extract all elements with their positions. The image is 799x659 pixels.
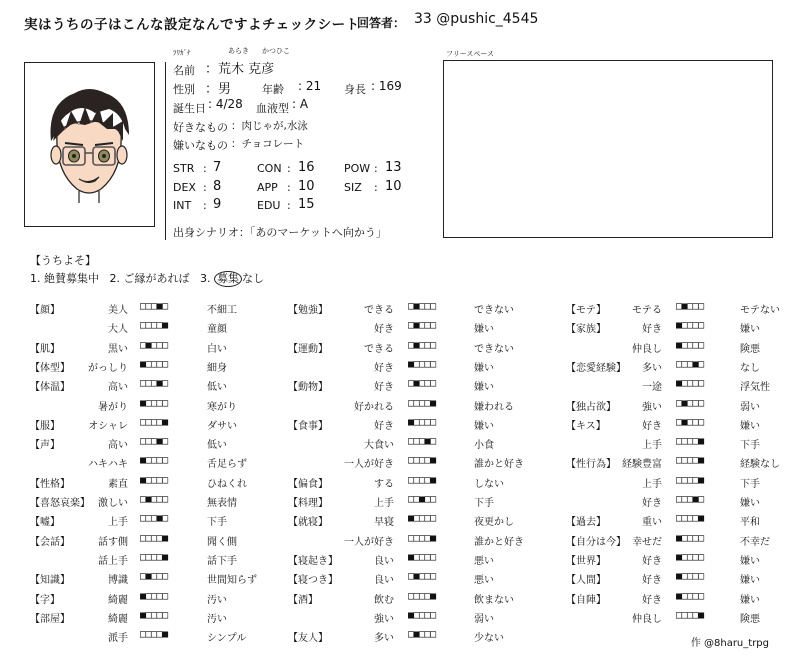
- checklist-left-label: 一人が好き: [344, 537, 394, 548]
- checklist-right-label: なし: [740, 363, 760, 374]
- age-value: 21: [305, 79, 322, 93]
- checklist-left-label: 好き: [374, 363, 394, 374]
- checklist-right-label: 平和: [740, 517, 760, 528]
- checklist-scale[interactable]: ■□□□□: [408, 359, 436, 370]
- checklist-left-label: 素直: [108, 479, 128, 490]
- respondent-value: 33 @pushic_4545: [414, 11, 539, 27]
- height-label: 身長: [344, 83, 366, 96]
- stat-colon: :: [374, 181, 378, 194]
- checklist-left-label: 好き: [642, 421, 662, 432]
- checklist-right-label: 汚い: [207, 614, 227, 625]
- stat-value-str: 7: [213, 160, 222, 175]
- checklist-right-label: シンプル: [207, 633, 247, 644]
- checklist-left-label: 綺麗: [108, 595, 128, 606]
- stat-colon: :: [287, 199, 291, 212]
- checklist-scale[interactable]: □□□□■: [408, 591, 436, 602]
- checklist-scale[interactable]: □□□■□: [140, 436, 168, 447]
- checklist-right-label: 経験なし: [740, 459, 780, 470]
- age-label: 年齢: [262, 83, 284, 96]
- checklist-category: 【世界】: [566, 556, 606, 567]
- checklist-category: 【自陣】: [566, 595, 606, 606]
- checklist-scale[interactable]: ■□□□□: [676, 552, 704, 563]
- stat-colon: :: [203, 199, 207, 212]
- checklist-right-label: 嫌い: [740, 595, 760, 606]
- checklist-right-label: 童顔: [207, 324, 227, 335]
- stat-colon: :: [203, 162, 207, 175]
- checklist-left-label: ハキハキ: [88, 459, 128, 470]
- checklist-left-label: できる: [364, 305, 394, 316]
- checklist-left-label: 上手: [642, 479, 662, 490]
- request-option-1: 1. 絶賛募集中: [30, 272, 99, 285]
- checklist-left-label: 一途: [642, 382, 662, 393]
- checklist-right-label: 嫌われる: [474, 402, 514, 413]
- checklist-category: 【キス】: [566, 421, 606, 432]
- checklist-right-label: 不細工: [207, 305, 237, 316]
- checklist-right-label: 悪い: [474, 575, 494, 586]
- checklist-scale[interactable]: ■□□□□: [676, 533, 704, 544]
- profile-divider: [165, 62, 166, 240]
- character-portrait: [25, 63, 153, 225]
- request-options: [30, 270, 264, 287]
- checklist-left-label: 上手: [642, 440, 662, 451]
- checklist-scale[interactable]: ■□□□□: [140, 475, 168, 486]
- checklist-category: 【服】: [30, 421, 60, 432]
- scenario-value: 「あのマーケットへ向かう」: [249, 226, 387, 239]
- checklist-left-label: 強い: [374, 614, 394, 625]
- blood-value: A: [299, 97, 309, 111]
- checklist-right-label: 細身: [207, 363, 227, 374]
- checklist-left-label: 黒い: [108, 344, 128, 355]
- checklist-scale[interactable]: ■□□□□: [408, 552, 436, 563]
- checklist-right-label: 寒がり: [207, 402, 237, 413]
- free-space-box: [443, 60, 773, 238]
- stat-label-dex: DEX: [173, 181, 196, 194]
- request-option-2: 2. ご縁があれば: [109, 272, 190, 285]
- checklist-scale[interactable]: □□□□■: [140, 552, 168, 563]
- checklist-right-label: 険悪: [740, 344, 760, 355]
- checklist-scale[interactable]: □□□■□: [676, 494, 704, 505]
- checklist-scale[interactable]: □■□□□: [408, 571, 436, 582]
- checklist-right-label: 嫌い: [474, 382, 494, 393]
- checklist-right-label: できない: [474, 305, 514, 316]
- stat-colon: :: [287, 162, 291, 175]
- checklist-left-label: 話上手: [98, 556, 128, 567]
- checklist-left-label: 暑がり: [98, 402, 128, 413]
- author-credit: 作 @8haru_trpg: [690, 638, 769, 649]
- height-value: 169: [378, 79, 402, 93]
- checklist-right-label: 聞く側: [207, 537, 237, 548]
- checklist-scale[interactable]: ■□□□□: [676, 320, 704, 331]
- stat-label-int: INT: [173, 199, 192, 212]
- stat-colon: :: [203, 181, 207, 194]
- checklist-scale[interactable]: □■□□□: [676, 398, 704, 409]
- stat-colon: :: [374, 162, 378, 175]
- checklist-right-label: 嫌い: [740, 575, 760, 586]
- checklist-scale[interactable]: □□□■□: [408, 436, 436, 447]
- checklist-right-label: 悪い: [474, 556, 494, 567]
- checklist-left-label: 激しい: [98, 498, 128, 509]
- checklist-scale[interactable]: ■□□□□: [140, 591, 168, 602]
- checklist-left-label: 綺麗: [108, 614, 128, 625]
- checklist-scale[interactable]: ■□□□□: [676, 340, 704, 351]
- checklist-scale[interactable]: □□□■□: [140, 301, 168, 312]
- checklist-left-label: 重い: [642, 517, 662, 528]
- checklist-category: 【家族】: [566, 324, 606, 335]
- stat-value-pow: 13: [385, 160, 402, 175]
- checklist-category: 【自分は今】: [566, 537, 626, 548]
- checklist-left-label: モテる: [632, 305, 662, 316]
- checklist-left-label: 好き: [642, 324, 662, 335]
- checklist-left-label: 好き: [374, 421, 394, 432]
- name-value: 荒木 克彦: [218, 62, 275, 77]
- request-option-3-circled: 募集: [214, 271, 242, 287]
- checklist-category: 【知識】: [30, 575, 70, 586]
- dislikes-label: 嫌いなもの: [173, 139, 228, 152]
- checklist-left-label: 一人が好き: [344, 459, 394, 470]
- checklist-right-label: 嫌い: [474, 363, 494, 374]
- checklist-left-label: がっしり: [88, 363, 128, 374]
- checklist-scale[interactable]: □■□□□: [408, 320, 436, 331]
- checklist-right-label: 飲まない: [474, 595, 514, 606]
- checklist-scale[interactable]: ■□□□□: [408, 513, 436, 524]
- stat-value-int: 9: [213, 197, 222, 212]
- blood-label: 血液型: [256, 102, 289, 115]
- birthday-value: 4/28: [215, 97, 243, 111]
- checklist-category: 【声】: [30, 440, 60, 451]
- checklist-left-label: 好き: [642, 498, 662, 509]
- checklist-scale[interactable]: □□□□■: [676, 475, 704, 486]
- checklist-scale[interactable]: □□□□■: [408, 533, 436, 544]
- checklist-category: 【性格】: [30, 479, 70, 490]
- checklist-category: 【友人】: [288, 633, 328, 644]
- request-heading: 【うちよそ】: [30, 254, 96, 267]
- checklist-category: 【部屋】: [30, 614, 70, 625]
- checklist-category: 【肌】: [30, 344, 60, 355]
- checklist-left-label: 好き: [374, 324, 394, 335]
- stat-value-dex: 8: [213, 179, 222, 194]
- checklist-left-label: 強い: [642, 402, 662, 413]
- checklist-right-label: 険悪: [740, 614, 760, 625]
- checklist-category: 【恋愛経験】: [566, 363, 626, 374]
- checklist-scale[interactable]: □□□□■: [676, 436, 704, 447]
- checklist-category: 【就寝】: [288, 517, 328, 528]
- checklist-left-label: 多い: [642, 363, 662, 374]
- checklist-category: 【字】: [30, 595, 60, 606]
- checklist-scale[interactable]: ■□□□□: [676, 378, 704, 389]
- checklist-left-label: 早寝: [374, 517, 394, 528]
- checklist-scale[interactable]: □□□□■: [408, 398, 436, 409]
- checklist-right-label: 低い: [207, 440, 227, 451]
- checklist-right-label: 下手: [740, 440, 760, 451]
- checklist-left-label: 大食い: [364, 440, 394, 451]
- checklist-right-label: 浮気性: [740, 382, 770, 393]
- checklist-category: 【喜怒哀楽】: [30, 498, 90, 509]
- checklist-scale[interactable]: □□□□■: [408, 455, 436, 466]
- free-space-label: フリースペース: [446, 50, 495, 58]
- checklist-category: 【動物】: [288, 382, 328, 393]
- checklist-right-label: 下手: [474, 498, 494, 509]
- checklist-right-label: ひねくれ: [207, 479, 247, 490]
- stat-label-app: APP: [257, 181, 278, 194]
- checklist-left-label: 好き: [642, 556, 662, 567]
- checklist-right-label: 誰かと好き: [474, 459, 524, 470]
- checklist-right-label: 嫌い: [740, 421, 760, 432]
- checklist-left-label: できる: [364, 344, 394, 355]
- checklist-category: 【運動】: [288, 344, 328, 355]
- sex-value: 男: [218, 82, 232, 97]
- checklist-category: 【寝つき】: [288, 575, 338, 586]
- checklist-category: 【独占欲】: [566, 402, 616, 413]
- checklist-scale[interactable]: □□■□□: [408, 494, 436, 505]
- checklist-scale[interactable]: □□□□■: [408, 475, 436, 486]
- dislikes-value: チョコレート: [241, 138, 305, 150]
- checklist-scale[interactable]: ■□□□□: [408, 417, 436, 428]
- checklist-left-label: 上手: [108, 517, 128, 528]
- stat-label-con: CON: [257, 162, 282, 175]
- scenario-label: 出身シナリオ: [173, 226, 239, 239]
- checklist-left-label: オシャレ: [88, 421, 128, 432]
- checklist-right-label: 嫌い: [740, 498, 760, 509]
- stat-label-edu: EDU: [257, 199, 281, 212]
- checklist-right-label: ダサい: [207, 421, 237, 432]
- checklist-category: 【顔】: [30, 305, 60, 316]
- checklist-scale[interactable]: ■□□□□: [140, 610, 168, 621]
- checklist-right-label: 嫌い: [740, 324, 760, 335]
- sheet-title: 実はうちの子はこんな設定なんですよチェックシート: [24, 17, 360, 33]
- checklist-scale[interactable]: □■□□□: [140, 494, 168, 505]
- checklist-scale[interactable]: □□□■□: [140, 378, 168, 389]
- checklist-right-label: 世間知らず: [207, 575, 257, 586]
- stat-label-pow: POW: [344, 162, 371, 175]
- checklist-left-label: 派手: [108, 633, 128, 644]
- checklist-category: 【料理】: [288, 498, 328, 509]
- checklist-right-label: 低い: [207, 382, 227, 393]
- checklist-left-label: 好かれる: [354, 402, 394, 413]
- checklist-right-label: 嫌い: [474, 421, 494, 432]
- checklist-scale[interactable]: □□□□■: [140, 417, 168, 428]
- checklist-left-label: 高い: [108, 440, 128, 451]
- checklist-category: 【体型】: [30, 363, 70, 374]
- checklist-scale[interactable]: ■□□□□: [676, 571, 704, 582]
- checklist-scale[interactable]: □□□□■: [140, 533, 168, 544]
- checklist-scale[interactable]: ■□□□□: [140, 455, 168, 466]
- checklist-left-label: 美人: [108, 305, 128, 316]
- checklist-category: 【嘘】: [30, 517, 60, 528]
- furigana-label: ﾌﾘｶﾞﾅ: [173, 49, 191, 57]
- checklist-scale[interactable]: □■□□□: [408, 301, 436, 312]
- checklist-right-label: 弱い: [740, 402, 760, 413]
- checklist-right-label: 夜更かし: [474, 517, 514, 528]
- checklist-scale[interactable]: ■□□□□: [676, 591, 704, 602]
- checklist-left-label: 多い: [374, 633, 394, 644]
- checklist-scale[interactable]: □■□□□: [408, 378, 436, 389]
- checklist-left-label: 仲良し: [632, 344, 662, 355]
- checklist-scale[interactable]: □■□□□: [676, 417, 704, 428]
- checklist-right-label: 下手: [207, 517, 227, 528]
- checklist-left-label: 良い: [374, 575, 394, 586]
- checklist-right-label: 汚い: [207, 595, 227, 606]
- stat-value-app: 10: [298, 179, 315, 194]
- checklist-scale[interactable]: □■□□□: [408, 629, 436, 640]
- checklist-right-label: 白い: [207, 344, 227, 355]
- likes-label: 好きなもの: [173, 121, 228, 134]
- checklist-category: 【過去】: [566, 517, 606, 528]
- checklist-right-label: 舌足らず: [207, 459, 247, 470]
- request-option-3-rest: なし: [242, 272, 264, 285]
- checklist-left-label: 幸せだ: [632, 537, 662, 548]
- checklist-scale[interactable]: □□□□■: [676, 610, 704, 621]
- stat-label-siz: SIZ: [344, 181, 362, 194]
- checklist-category: 【寝起き】: [288, 556, 338, 567]
- furigana-last: かつひこ: [262, 47, 290, 55]
- checklist-scale[interactable]: ■□□□□: [140, 398, 168, 409]
- checklist-right-label: 少ない: [474, 633, 504, 644]
- likes-value: 肉じゃが,水泳: [241, 120, 308, 132]
- checklist-right-label: しない: [474, 479, 504, 490]
- checklist-right-label: できない: [474, 344, 514, 355]
- checklist-left-label: 好き: [374, 382, 394, 393]
- checklist-category: 【人間】: [566, 575, 606, 586]
- checklist-scale[interactable]: □□□□■: [140, 629, 168, 640]
- checklist-right-label: 無表情: [207, 498, 237, 509]
- checklist-scale[interactable]: ■□□□□: [140, 359, 168, 370]
- stat-label-str: STR: [173, 162, 195, 175]
- checklist-category: 【勉強】: [288, 305, 328, 316]
- name-label: 名前: [173, 64, 195, 77]
- checklist-right-label: 不幸だ: [740, 537, 770, 548]
- checklist-category: 【体温】: [30, 382, 70, 393]
- checklist-scale[interactable]: ■□□□□: [408, 610, 436, 621]
- checklist-scale[interactable]: □■□□□: [140, 340, 168, 351]
- stat-value-edu: 15: [298, 197, 315, 212]
- checklist-scale[interactable]: □□□□■: [676, 455, 704, 466]
- checklist-left-label: 飲む: [374, 595, 394, 606]
- request-option-3-num: 3.: [200, 272, 211, 285]
- respondent-label: 回答者：: [357, 16, 406, 30]
- checklist-scale[interactable]: □□□□■: [676, 513, 704, 524]
- checklist-category: 【偏食】: [288, 479, 328, 490]
- checklist-left-label: 良い: [374, 556, 394, 567]
- checklist-category: 【性行為】: [566, 459, 616, 470]
- checklist-left-label: 高い: [108, 382, 128, 393]
- checklist-left-label: 仲良し: [632, 614, 662, 625]
- checklist-right-label: 嫌い: [474, 324, 494, 335]
- checklist-scale[interactable]: □■□□□: [408, 340, 436, 351]
- checklist-left-label: 経験豊富: [622, 459, 662, 470]
- checklist-category: 【食事】: [288, 421, 328, 432]
- checklist-scale[interactable]: □■□□□: [140, 571, 168, 582]
- checklist-left-label: 好き: [642, 595, 662, 606]
- checklist-category: 【酒】: [288, 595, 318, 606]
- checklist-right-label: 話下手: [207, 556, 237, 567]
- checklist-left-label: 博識: [108, 575, 128, 586]
- checklist-left-label: 上手: [374, 498, 394, 509]
- checklist-left-label: 大人: [108, 324, 128, 335]
- checklist-right-label: 嫌い: [740, 556, 760, 567]
- checklist-scale[interactable]: □□□■□: [676, 359, 704, 370]
- checklist-right-label: 弱い: [474, 614, 494, 625]
- checklist-right-label: 誰かと好き: [474, 537, 524, 548]
- stat-colon: :: [287, 181, 291, 194]
- checklist-right-label: 小食: [474, 440, 494, 451]
- checklist-scale[interactable]: □■□□□: [676, 301, 704, 312]
- checklist-left-label: 好き: [642, 575, 662, 586]
- portrait-frame: [24, 62, 155, 227]
- checklist-scale[interactable]: □□□■□: [140, 513, 168, 524]
- checklist-category: 【モテ】: [566, 305, 606, 316]
- stat-value-siz: 10: [385, 179, 402, 194]
- stat-value-con: 16: [298, 160, 315, 175]
- checklist-scale[interactable]: □□□□■: [140, 320, 168, 331]
- checklist-left-label: する: [374, 479, 394, 490]
- checklist-category: 【会話】: [30, 537, 70, 548]
- checklist-right-label: モテない: [740, 305, 780, 316]
- checklist-left-label: 話す側: [98, 537, 128, 548]
- checklist-right-label: 下手: [740, 479, 760, 490]
- birthday-label: 誕生日: [173, 102, 206, 115]
- furigana-first: あらき: [228, 47, 249, 55]
- sex-label: 性別: [173, 83, 195, 96]
